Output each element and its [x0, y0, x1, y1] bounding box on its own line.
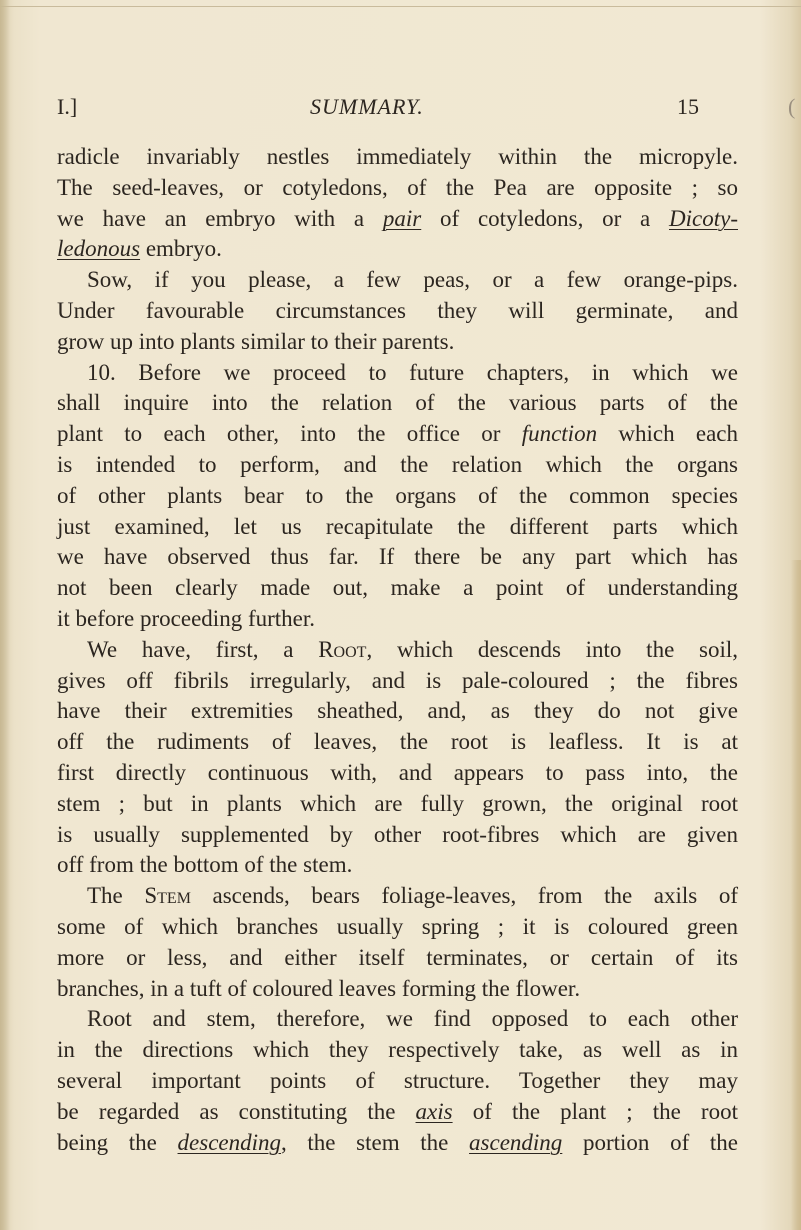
text-fragment: descending — [177, 1129, 281, 1155]
text-line: 10. Before we proceed to future chapters, in which we — [87, 359, 738, 385]
text-fragment: axis — [415, 1098, 453, 1124]
running-header — [57, 94, 796, 124]
text-line: in the directions which they respectively take, as well as in — [57, 1037, 738, 1063]
text-line: off the rudiments of leaves, the root is leafless. It is at — [57, 729, 738, 755]
text-fragment: being the — [57, 1129, 178, 1155]
text-line: stem ; but in plants which are fully grown, the original root — [57, 790, 738, 816]
text-fragment: portion of the — [562, 1129, 738, 1155]
text-line: gives off fibrils irregularly, and is pale-coloured ; the fibres — [57, 667, 738, 693]
margin-mark: ( — [788, 94, 796, 119]
text-line — [57, 419, 738, 450]
text-fragment: embryo. — [140, 236, 222, 262]
chapter-number: I.] — [57, 94, 78, 119]
text-fragment: , the stem the — [281, 1129, 470, 1155]
text-line: is usually supplemented by other root-fibres which are given — [57, 821, 738, 847]
text-line: Sow, if you please, a few peas, or a few orange-pips. — [87, 267, 738, 293]
page-edge-shadow — [791, 560, 801, 1230]
text-line: branches, in a tuft of coloured leaves forming the flower. — [57, 975, 581, 1001]
text-line: several important points of structure. Together they may — [57, 1067, 738, 1093]
text-line: have their extremities sheathed, and, as they do not give — [57, 698, 738, 724]
text-line: first directly continuous with, and appears to pass into, the — [57, 759, 738, 785]
text-fragment: ascending — [469, 1129, 563, 1155]
text-fragment: function — [521, 421, 598, 447]
text-line — [57, 881, 738, 912]
text-line — [57, 1097, 738, 1128]
text-line: we have observed thus far. If there be any part which has — [57, 544, 738, 570]
text-line: off from the bottom of the stem. — [57, 852, 353, 878]
text-fragment: which each — [597, 421, 738, 447]
body-text — [57, 142, 738, 1158]
text-line — [57, 635, 738, 666]
top-edge-line — [0, 6, 801, 7]
text-line: shall inquire into the relation of the various parts of the — [57, 390, 738, 416]
text-fragment: ledonous — [57, 236, 141, 262]
text-fragment: Stem — [144, 883, 191, 909]
text-fragment: plant to each other, into the office or — [57, 421, 522, 447]
text-line: more or less, and either itself terminates, or certain of its — [57, 944, 738, 970]
text-line: Under favourable circumstances they will germinate, and — [57, 297, 738, 323]
text-line: Root and stem, therefore, we find opposed to each other — [87, 1006, 738, 1032]
text-fragment: of the plant ; the root — [452, 1098, 738, 1124]
text-line — [57, 234, 738, 265]
text-line: The seed-leaves, or cotyledons, of the Pea are opposite ; so — [57, 174, 738, 200]
text-fragment: We have, first, a — [87, 636, 319, 662]
text-line: grow up into plants similar to their parents. — [57, 328, 455, 354]
text-fragment: Dicoty- — [669, 205, 738, 231]
gutter-shadow — [0, 0, 10, 1230]
text-line: of other plants bear to the organs of the common species — [57, 482, 738, 508]
text-fragment: The — [87, 883, 145, 909]
text-fragment: of cotyledons, or a — [421, 205, 670, 231]
text-fragment: ascends, bears foliage-leaves, from the axils of — [190, 883, 738, 909]
text-line: not been clearly made out, make a point of understanding — [57, 575, 738, 601]
text-line: is intended to perform, and the relation which the organs — [57, 451, 738, 477]
text-fragment: we have an embryo with a — [57, 205, 383, 231]
text-line — [57, 204, 738, 235]
running-title: SUMMARY. — [310, 94, 424, 119]
text-line: some of which branches usually spring ; it is coloured green — [57, 913, 738, 939]
text-fragment: , which descends into the soil, — [366, 636, 738, 662]
text-fragment: Root — [318, 636, 367, 662]
page-number: 15 — [677, 94, 699, 119]
text-fragment: pair — [382, 205, 422, 231]
text-fragment: be regarded as constituting the — [57, 1098, 416, 1124]
text-line: just examined, let us recapitulate the different parts which — [57, 513, 738, 539]
text-line — [57, 1128, 738, 1159]
text-line: it before proceeding further. — [57, 605, 315, 631]
text-line: radicle invariably nestles immediately within the micropyle. — [57, 144, 738, 169]
